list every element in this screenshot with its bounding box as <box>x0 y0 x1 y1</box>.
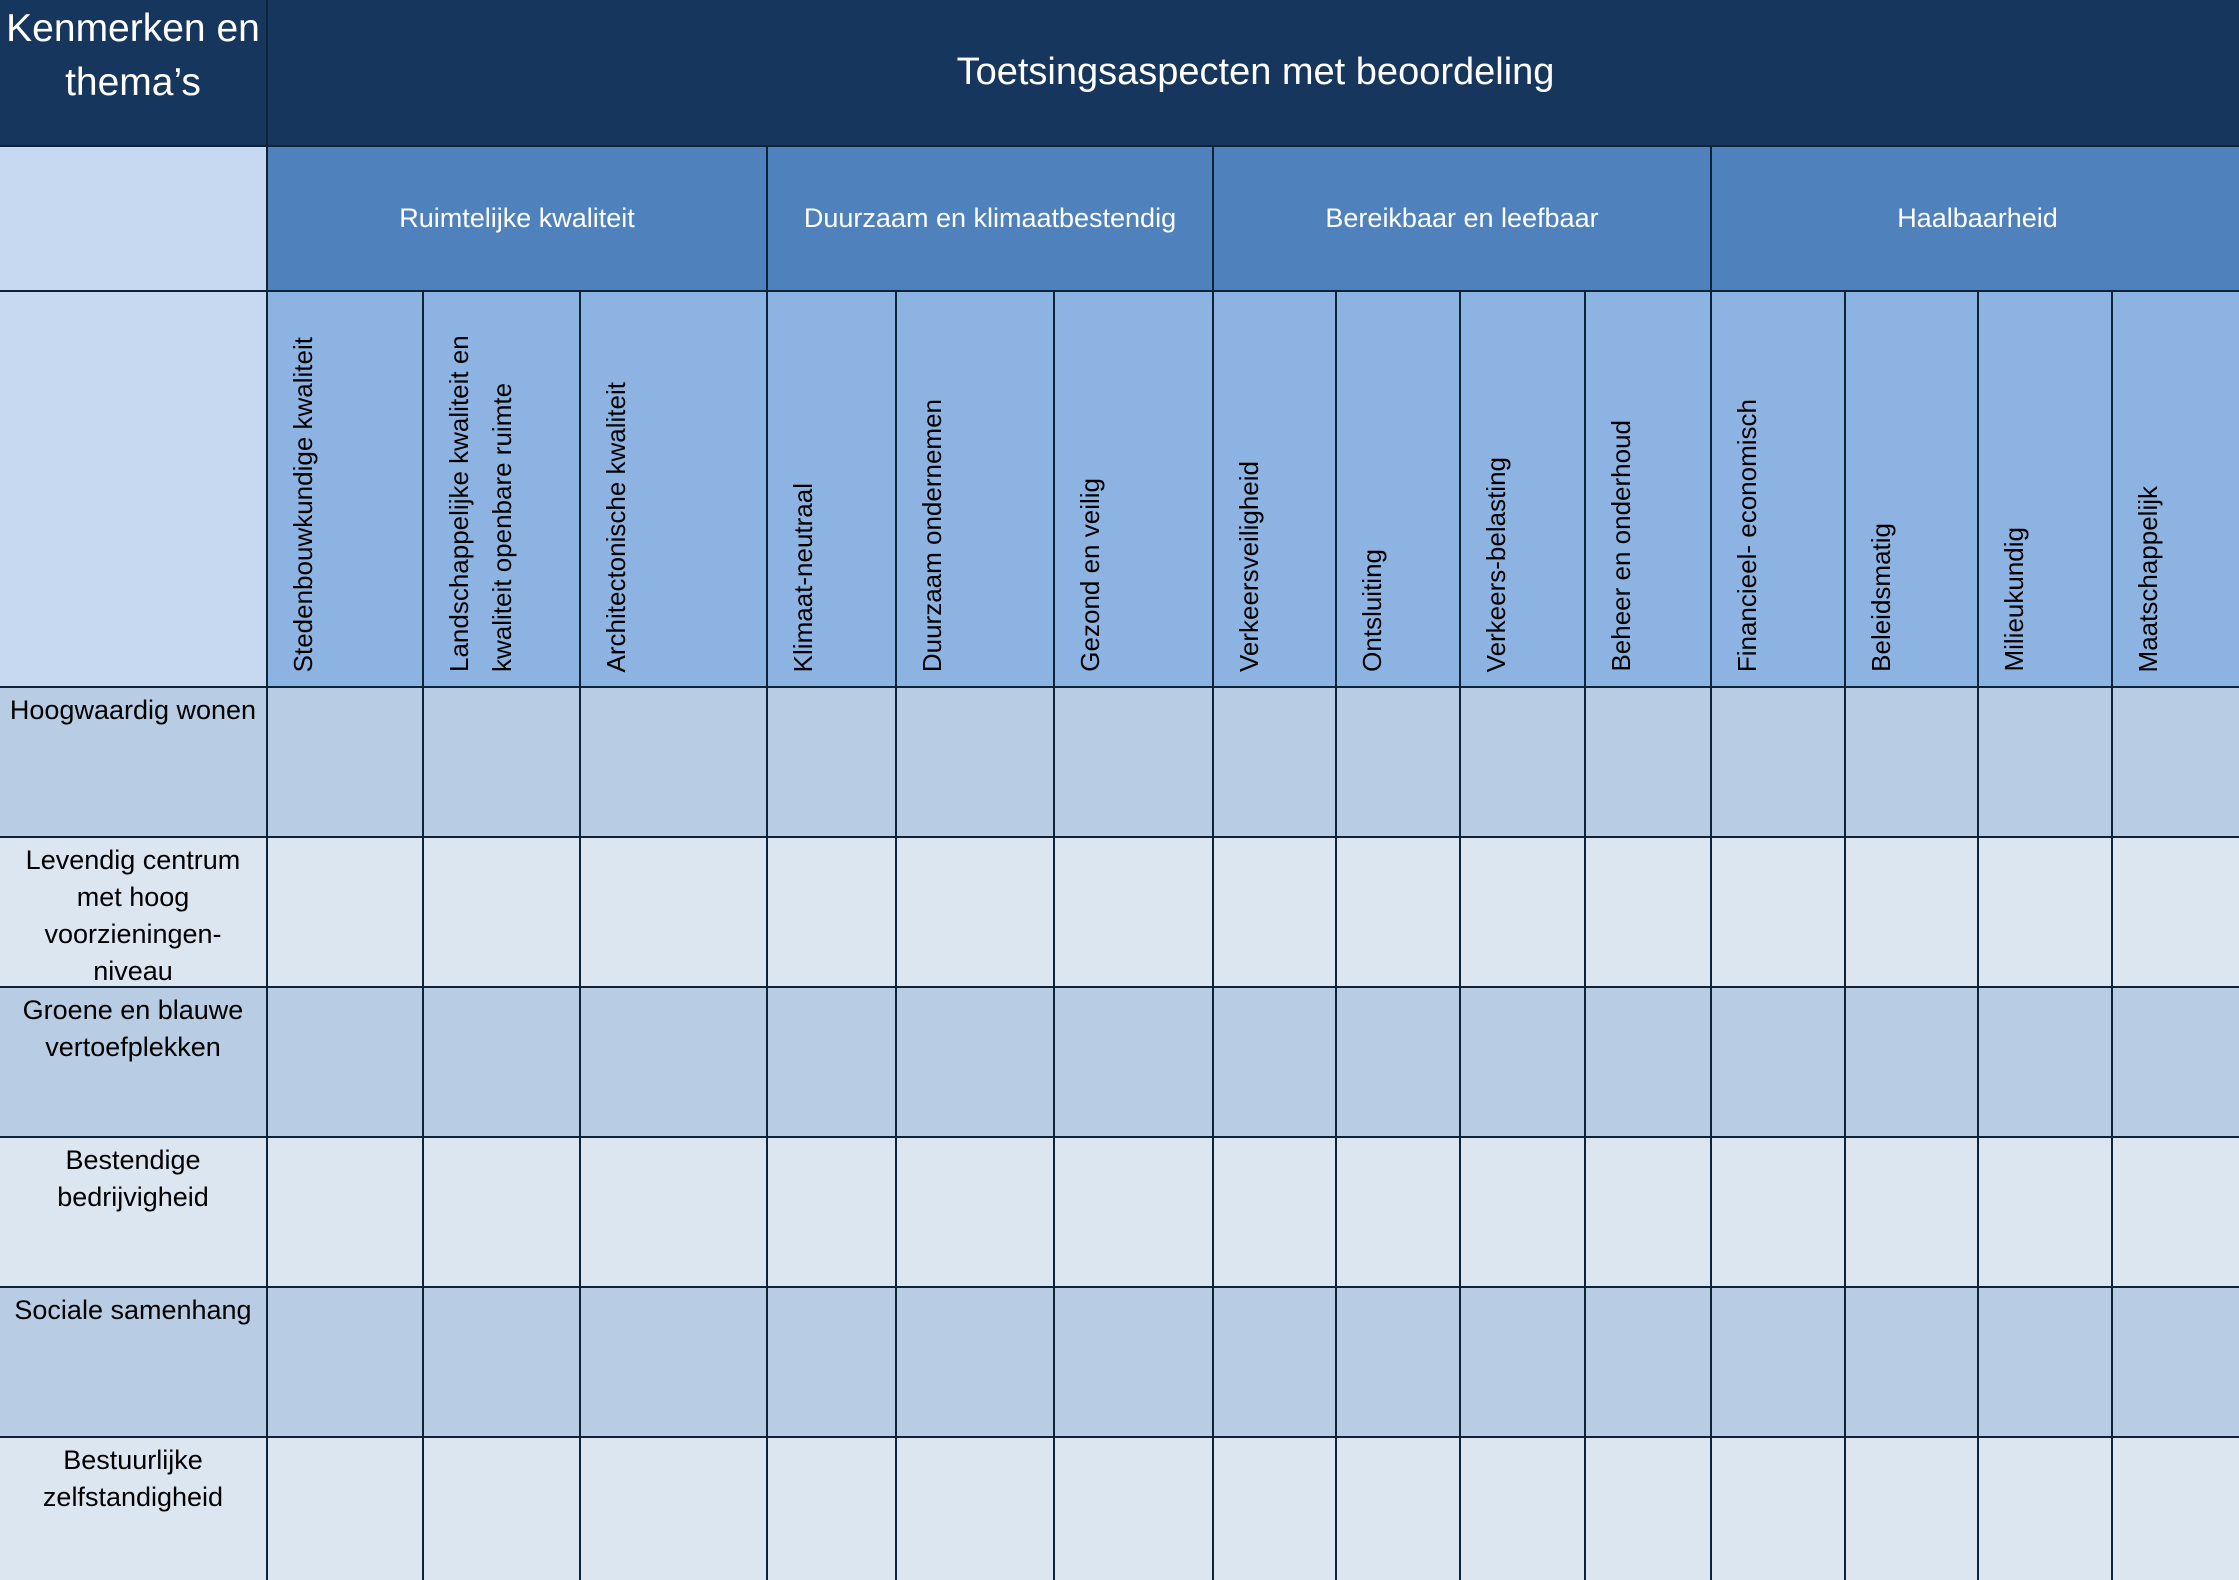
criterion-label: Milieukundig <box>1999 527 2029 672</box>
assessment-cell[interactable] <box>1055 1138 1214 1288</box>
criterion-label: Klimaat-neutraal <box>788 482 818 672</box>
criteria-header-spacer <box>0 292 268 688</box>
assessment-cell[interactable] <box>1979 1438 2113 1580</box>
assessment-cell[interactable] <box>1337 1138 1461 1288</box>
assessment-cell[interactable] <box>1712 988 1846 1138</box>
assessment-cell[interactable] <box>581 1438 768 1580</box>
assessment-cell[interactable] <box>424 1288 581 1438</box>
assessment-cell[interactable] <box>424 1438 581 1580</box>
assessment-cell[interactable] <box>1055 1288 1214 1438</box>
assessment-cell[interactable] <box>768 988 897 1138</box>
assessment-cell[interactable] <box>268 1138 424 1288</box>
assessment-cell[interactable] <box>1712 688 1846 838</box>
theme-row-label-levendig-centrum-met-hoog-voorzieningen-niveau: Levendig centrum met hoog voorzieningen-niveau <box>0 838 268 988</box>
criterion-header-duurzaam-ondernemen <box>897 292 1055 688</box>
assessment-cell[interactable] <box>581 688 768 838</box>
criterion-header-gezond-en-veilig <box>1055 292 1214 688</box>
assessment-cell[interactable] <box>268 688 424 838</box>
criterion-label: Beleidsmatig <box>1866 523 1896 672</box>
criterion-header-klimaat-neutraal <box>768 292 897 688</box>
assessment-cell[interactable] <box>1461 1288 1586 1438</box>
assessment-cell[interactable] <box>268 838 424 988</box>
assessment-cell[interactable] <box>1055 688 1214 838</box>
assessment-cell[interactable] <box>897 838 1055 988</box>
assessment-cell[interactable] <box>897 1138 1055 1288</box>
criterion-label: Maatschappelijk <box>2133 485 2163 672</box>
criterion-header-maatschappelijk <box>2113 292 2239 688</box>
assessment-cell[interactable] <box>2113 1438 2239 1580</box>
assessment-cell[interactable] <box>1979 688 2113 838</box>
assessment-cell[interactable] <box>581 988 768 1138</box>
criterion-label: Gezond en veilig <box>1075 478 1105 672</box>
assessment-cell[interactable] <box>424 838 581 988</box>
assessment-cell[interactable] <box>1055 988 1214 1138</box>
criterion-label: Financieel- economisch <box>1732 398 1762 672</box>
assessment-cell[interactable] <box>1979 838 2113 988</box>
assessment-cell[interactable] <box>1846 1288 1979 1438</box>
assessment-cell[interactable] <box>1214 1438 1337 1580</box>
assessment-cell[interactable] <box>424 1138 581 1288</box>
theme-row-label-bestendige-bedrijvigheid: Bestendige bedrijvigheid <box>0 1138 268 1288</box>
criterion-header-beleidsmatig <box>1846 292 1979 688</box>
assessment-cell[interactable] <box>1846 838 1979 988</box>
assessment-cell[interactable] <box>1979 1288 2113 1438</box>
assessment-cell[interactable] <box>1461 988 1586 1138</box>
assessment-cell[interactable] <box>768 1438 897 1580</box>
assessment-cell[interactable] <box>1586 1138 1712 1288</box>
criterion-label: Beheer en onderhoud <box>1606 420 1636 672</box>
assessment-cell[interactable] <box>768 1138 897 1288</box>
criterion-label: Architectonische kwaliteit <box>601 381 631 672</box>
matrix-title: Toetsingsaspecten met beoordeling <box>268 0 2239 147</box>
assessment-cell[interactable] <box>2113 988 2239 1138</box>
assessment-cell[interactable] <box>768 688 897 838</box>
criterion-label: Stedenbouwkundige kwaliteit <box>288 336 318 672</box>
assessment-cell[interactable] <box>1586 1438 1712 1580</box>
assessment-cell[interactable] <box>581 1288 768 1438</box>
criterion-header-landschappelijke-kwaliteit-en-kwaliteit-openbare-ruimte <box>424 292 581 688</box>
assessment-cell[interactable] <box>1461 838 1586 988</box>
assessment-cell[interactable] <box>1586 838 1712 988</box>
assessment-cell[interactable] <box>897 1438 1055 1580</box>
criterion-label: Ontsluiting <box>1357 549 1387 672</box>
assessment-cell[interactable] <box>1214 988 1337 1138</box>
assessment-cell[interactable] <box>1337 1288 1461 1438</box>
group-header-spacer <box>0 147 268 292</box>
assessment-cell[interactable] <box>1337 688 1461 838</box>
criterion-header-milieukundig <box>1979 292 2113 688</box>
assessment-cell[interactable] <box>897 1288 1055 1438</box>
assessment-cell[interactable] <box>1055 838 1214 988</box>
assessment-cell[interactable] <box>1461 1138 1586 1288</box>
assessment-cell[interactable] <box>1712 1438 1846 1580</box>
criterion-header-verkeersveiligheid <box>1214 292 1337 688</box>
assessment-cell[interactable] <box>1846 988 1979 1138</box>
assessment-cell[interactable] <box>1712 1288 1846 1438</box>
assessment-cell[interactable] <box>768 1288 897 1438</box>
theme-row-label-bestuurlijke-zelfstandigheid: Bestuurlijke zelfstandigheid <box>0 1438 268 1580</box>
assessment-cell[interactable] <box>1461 688 1586 838</box>
group-header-duurzaam-en-klimaatbestendig: Duurzaam en klimaatbestendig <box>768 147 1214 292</box>
criterion-header-financieel-economisch <box>1712 292 1846 688</box>
assessment-cell[interactable] <box>1055 1438 1214 1580</box>
assessment-cell[interactable] <box>2113 1138 2239 1288</box>
assessment-cell[interactable] <box>1337 1438 1461 1580</box>
assessment-cell[interactable] <box>268 1438 424 1580</box>
criterion-label: Verkeers-belasting <box>1481 456 1511 672</box>
assessment-cell[interactable] <box>1846 688 1979 838</box>
assessment-cell[interactable] <box>581 838 768 988</box>
criterion-header-verkeers-belasting <box>1461 292 1586 688</box>
corner-header: Kenmerken en thema’s <box>0 0 268 147</box>
group-header-haalbaarheid: Haalbaarheid <box>1712 147 2239 292</box>
assessment-cell[interactable] <box>268 1288 424 1438</box>
assessment-cell[interactable] <box>1712 1138 1846 1288</box>
assessment-cell[interactable] <box>1846 1438 1979 1580</box>
criterion-header-beheer-en-onderhoud <box>1586 292 1712 688</box>
criterion-header-ontsluiting <box>1337 292 1461 688</box>
assessment-cell[interactable] <box>768 838 897 988</box>
assessment-cell[interactable] <box>1846 1138 1979 1288</box>
assessment-cell[interactable] <box>1979 988 2113 1138</box>
assessment-cell[interactable] <box>897 988 1055 1138</box>
assessment-cell[interactable] <box>424 688 581 838</box>
criterion-label: Landschappelijke kwaliteit en kwaliteit openbare ruimte <box>444 335 517 672</box>
assessment-cell[interactable] <box>1586 988 1712 1138</box>
assessment-cell[interactable] <box>1586 688 1712 838</box>
assessment-cell[interactable] <box>1586 1288 1712 1438</box>
assessment-cell[interactable] <box>2113 688 2239 838</box>
assessment-cell[interactable] <box>1712 838 1846 988</box>
assessment-cell[interactable] <box>1214 1288 1337 1438</box>
theme-row-label-hoogwaardig-wonen: Hoogwaardig wonen <box>0 688 268 838</box>
criterion-header-architectonische-kwaliteit <box>581 292 768 688</box>
assessment-cell[interactable] <box>2113 838 2239 988</box>
assessment-cell[interactable] <box>1979 1138 2113 1288</box>
assessment-cell[interactable] <box>268 988 424 1138</box>
assessment-cell[interactable] <box>1214 688 1337 838</box>
assessment-cell[interactable] <box>897 688 1055 838</box>
theme-row-label-sociale-samenhang: Sociale samenhang <box>0 1288 268 1438</box>
assessment-cell[interactable] <box>581 1138 768 1288</box>
assessment-cell[interactable] <box>2113 1288 2239 1438</box>
criterion-label: Duurzaam ondernemen <box>917 398 947 672</box>
assessment-cell[interactable] <box>1214 1138 1337 1288</box>
assessment-cell[interactable] <box>1214 838 1337 988</box>
assessment-cell[interactable] <box>424 988 581 1138</box>
theme-row-label-groene-en-blauwe-vertoefplekken: Groene en blauwe vertoefplekken <box>0 988 268 1138</box>
assessment-cell[interactable] <box>1461 1438 1586 1580</box>
group-header-bereikbaar-en-leefbaar: Bereikbaar en leefbaar <box>1214 147 1712 292</box>
criterion-header-stedenbouwkundige-kwaliteit <box>268 292 424 688</box>
group-header-ruimtelijke-kwaliteit: Ruimtelijke kwaliteit <box>268 147 768 292</box>
assessment-cell[interactable] <box>1337 838 1461 988</box>
criterion-label: Verkeersveiligheid <box>1234 460 1264 672</box>
assessment-cell[interactable] <box>1337 988 1461 1138</box>
